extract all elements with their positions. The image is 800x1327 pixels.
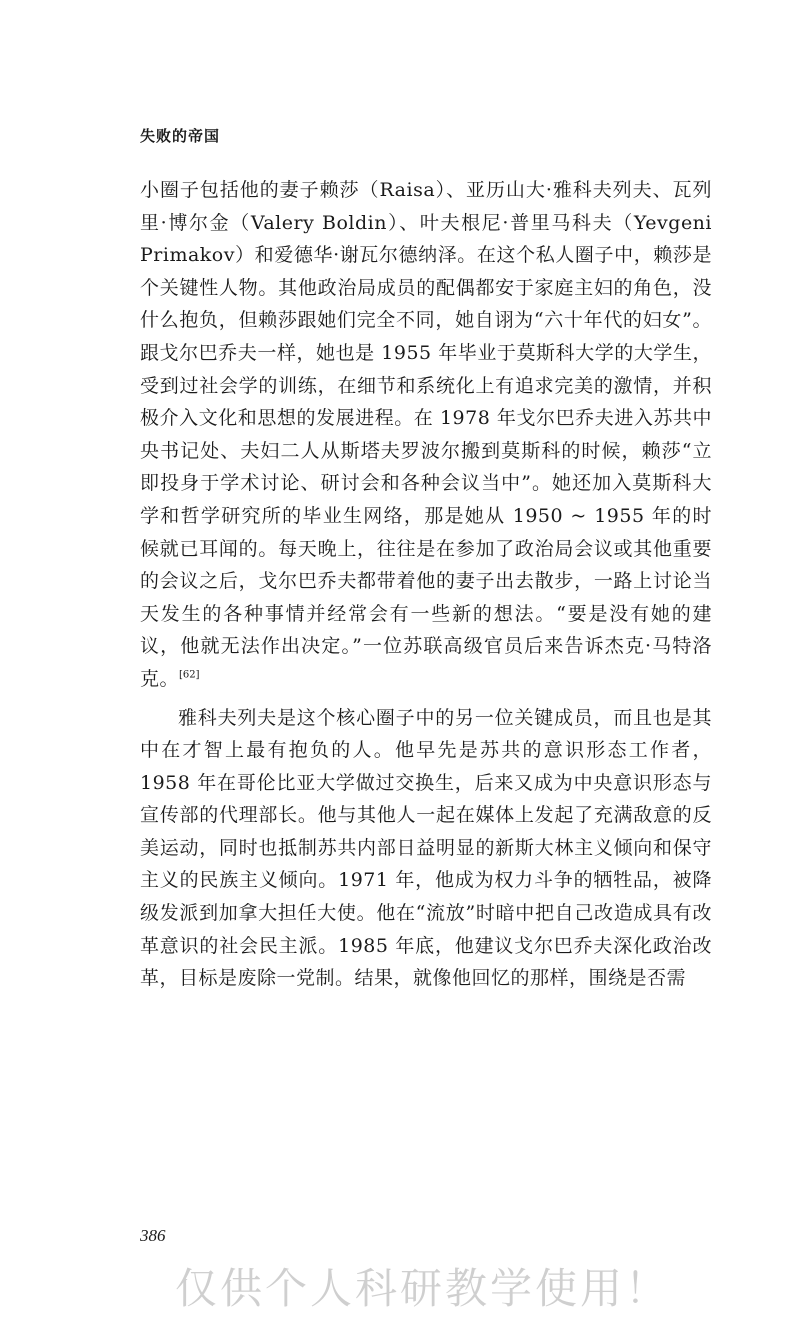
- body-text: [140, 174, 712, 995]
- paragraph-1-text: 小圈子包括他的妻子赖莎（Raisa）、亚历山大·雅科夫列夫、瓦列里·博尔金（Valery Boldin）、叶夫根尼·普里马科夫（Yevgeni Primakov）和爱德华·谢瓦尔德纳泽。在这个私人圈子中，赖莎是个关键性人物。其他政治局成员的配偶都安于家庭主妇的角色，没什么抱负，但赖莎跟她们完全不同，她自诩为“六十年代的妇女”。跟戈尔巴乔夫一样，她也是 1955 年毕业于莫斯科大学的大学生，受到过社会学的训练，在细节和系统化上有追求完美的激情，并积极介入文化和思想的发展进程。在 1978 年戈尔巴乔夫进入苏共中央书记处、夫妇二人从斯塔夫罗波尔搬到莫斯科的时候，赖莎“立即投身于学术讨论、研讨会和各种会议当中”。她还加入莫斯科大学和哲学研究所的毕业生网络，那是她从 1950 ~ 1955 年的时候就已耳闻的。每天晚上，往往是在参加了政治局会议或其他重要的会议之后，戈尔巴乔夫都带着他的妻子出去散步，一路上讨论当天发生的各种事情并经常会有一些新的想法。“要是没有她的建议，他就无法作出决定。”一位苏联高级官员后来告诉杰克·马特洛克。: [140, 179, 712, 690]
- paragraph-1: [140, 174, 712, 696]
- footnote-reference[interactable]: [62]: [179, 669, 200, 681]
- watermark-text: 仅供个人科研教学使用！: [175, 1264, 671, 1313]
- page-number: 386: [140, 1226, 166, 1245]
- running-head-title: 失败的帝国: [140, 127, 221, 145]
- paragraph-2: 雅科夫列夫是这个核心圈子中的另一位关键成员，而且也是其中在才智上最有抱负的人。他早先是苏共的意识形态工作者，1958 年在哥伦比亚大学做过交换生，后来又成为中央意识形态与宣传部的代理部长。他与其他人一起在媒体上发起了充满敌意的反美运动，同时也抵制苏共内部日益明显的新斯大林主义倾向和保守主义的民族主义倾向。1971 年，他成为权力斗争的牺牲品，被降级发派到加拿大担任大使。他在“流放”时暗中把自己改造成具有改革意识的社会民主派。1985 年底，他建议戈尔巴乔夫深化政治改革，目标是废除一党制。结果，就像他回忆的那样，围绕是否需: [140, 706, 712, 990]
